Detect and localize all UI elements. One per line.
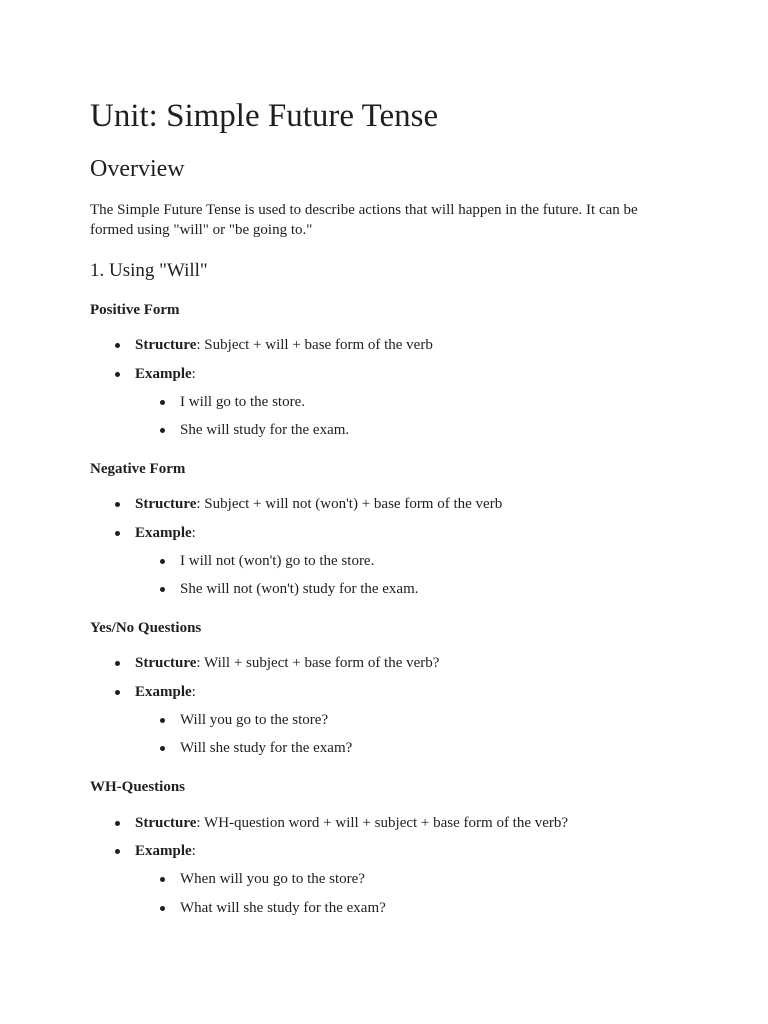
example-text: She will study for the exam.	[180, 422, 350, 438]
structure-text: : Subject + will not (won't) + base form of the verb	[196, 496, 503, 512]
example-label: Example	[135, 525, 192, 541]
negative-form-heading: Negative Form	[90, 461, 186, 477]
bullet-icon	[115, 661, 120, 666]
wh-example-1	[180, 869, 365, 889]
bullet-icon	[115, 372, 120, 377]
colon-text: :	[191, 843, 196, 859]
yes-no-example-2	[180, 738, 352, 758]
example-label: Example	[135, 684, 192, 700]
bullet-icon	[160, 718, 165, 723]
positive-example-1	[180, 392, 305, 412]
example-label: Example	[135, 843, 192, 859]
colon-text: :	[191, 525, 196, 541]
negative-example-1	[180, 551, 374, 571]
negative-example-item	[135, 523, 196, 543]
bullet-icon	[160, 906, 165, 911]
wh-questions-heading: WH-Questions	[90, 779, 186, 795]
bullet-icon	[160, 400, 165, 405]
overview-paragraph: The Simple Future Tense is used to describe actions that will happen in the future. It can be formed using "will" or "be going to."	[90, 202, 638, 238]
bullet-icon	[115, 849, 120, 854]
overview-heading: Overview	[90, 156, 185, 182]
bullet-icon	[160, 559, 165, 564]
example-text: She will not (won't) study for the exam.	[180, 581, 419, 597]
bullet-icon	[160, 428, 165, 433]
colon-text: :	[191, 684, 196, 700]
structure-text: : WH-question word + will + subject + base form of the verb?	[196, 815, 569, 831]
bullet-icon	[115, 531, 120, 536]
bullet-icon	[115, 502, 120, 507]
positive-form-heading: Positive Form	[90, 302, 180, 318]
structure-text: : Will + subject + base form of the verb?	[196, 655, 440, 671]
bullet-icon	[115, 821, 120, 826]
positive-example-item	[135, 364, 196, 384]
wh-example-item	[135, 841, 196, 861]
example-text: I will not (won't) go to the store.	[180, 553, 375, 569]
negative-structure-item	[135, 494, 502, 514]
colon-text: :	[191, 366, 196, 382]
page-title: Unit: Simple Future Tense	[90, 98, 439, 134]
yes-no-structure-item	[135, 653, 439, 673]
example-label: Example	[135, 366, 192, 382]
wh-structure-item	[135, 813, 568, 833]
bullet-icon	[160, 746, 165, 751]
yes-no-example-1	[180, 710, 328, 730]
example-text: When will you go to the store?	[180, 871, 365, 887]
bullet-icon	[115, 690, 120, 695]
section-using-will-heading: 1. Using "Will"	[90, 260, 208, 281]
structure-label: Structure	[135, 496, 197, 512]
example-text: What will she study for the exam?	[180, 900, 386, 916]
positive-structure-item	[135, 335, 433, 355]
negative-example-2	[180, 579, 419, 599]
example-text: I will go to the store.	[180, 394, 305, 410]
structure-label: Structure	[135, 655, 197, 671]
yes-no-example-item	[135, 682, 196, 702]
positive-example-2	[180, 420, 349, 440]
example-text: Will you go to the store?	[180, 712, 329, 728]
structure-label: Structure	[135, 337, 197, 353]
bullet-icon	[160, 587, 165, 592]
structure-text: : Subject + will + base form of the verb	[196, 337, 433, 353]
structure-label: Structure	[135, 815, 197, 831]
wh-example-2	[180, 898, 386, 918]
bullet-icon	[115, 343, 120, 348]
yes-no-questions-heading: Yes/No Questions	[90, 620, 202, 636]
example-text: Will she study for the exam?	[180, 740, 353, 756]
bullet-icon	[160, 877, 165, 882]
